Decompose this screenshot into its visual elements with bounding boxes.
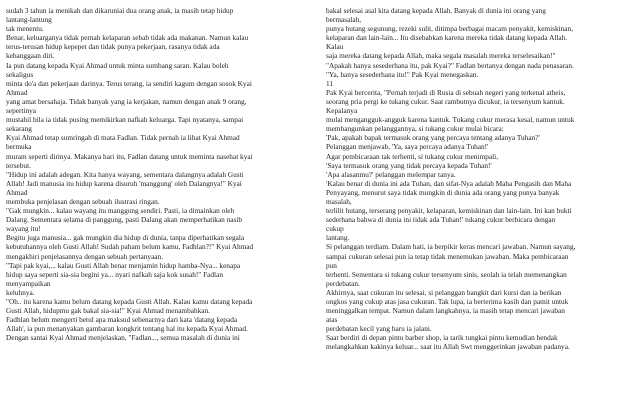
text-line: Kalau xyxy=(326,42,344,52)
text-line: Penyayang, menurut saya tidak mungkin di dunia ada orang yang punya banyak xyxy=(326,187,560,197)
text-line: mulai mengangguk-angguk karena kantuk. Tukang cukur merasa kesal, namun untuk xyxy=(326,115,575,125)
text-line: Dalang. Sementara selama di panggung, pasti Dalang akan memperhatikan nasib xyxy=(6,215,243,225)
text-line: "Gak mungkin... kalau wayang itu manggung sendiri. Pasti, ia dimainkan oleh xyxy=(6,206,235,216)
text-line: bakal selesai asal kita datang kepada Allah. Banyak di dunia ini orang yang xyxy=(326,6,546,15)
left-text-column xyxy=(6,6,311,342)
text-line: Fadhlan belum mengerti betul apa maksud sebenarnya dari kata 'datang kepada xyxy=(6,315,238,325)
text-line: kebutuhannya oleh Gusti Allah! Sudah paham belum kamu, Fadhlan?!" Kyai Ahmad xyxy=(6,242,254,252)
text-line: sederhana bahwa di dunia ini tidak ada Tuhan!' tukang cukur berbicara dengan xyxy=(326,215,556,225)
text-line: membuka penjelasan dengan sebuah ilustrasi ringan. xyxy=(6,196,160,206)
text-line: terus-terusan hidup kepepet dan tidak punya pekerjaan, rasanya tidak ada xyxy=(6,42,220,52)
text-line: masalah, xyxy=(326,196,352,206)
text-line: perdebatan kecil yang baru ia jalani. xyxy=(326,324,432,334)
right-text-column xyxy=(326,6,632,352)
text-line: lantang-lantung xyxy=(6,15,52,25)
text-line: perdebatan. xyxy=(326,278,360,288)
text-line: kebanggaan diri. xyxy=(6,51,55,61)
text-line: meninggalkan tempat. Namun dalam langkahnya, ia masih tetap mencari jawaban xyxy=(326,306,565,316)
text-line: kelaparan dan lain-lain... Itu disebabkan karena mereka tidak datang kepada Allah. xyxy=(326,33,568,43)
text-line: Kyai Ahmad tetap sumringah di mata Fadlan. Tidak pernah ia lihat Kyai Ahmad xyxy=(6,133,240,143)
text-line: Agar pembicaraan tak terhenti, si tukang cukur menimpali, xyxy=(326,151,499,161)
text-line: 'Apa alasanmu?' pelanggan melempar tanya. xyxy=(326,169,456,179)
text-line: Ia pun datang kepada Kyai Ahmad untuk minta sumbang saran. Kalau boleh xyxy=(6,60,229,70)
text-line: 'Pak, apakah bapak termasuk orang yang percaya tentang adanya Tuhan?' xyxy=(326,133,540,143)
text-line: Benar, keluarganya tidak pernah kelaparan sebab tidak ada makanan. Namun kalau xyxy=(6,33,249,43)
text-line: yang amat bersahaja. Tidak banyak yang ia kerjakan, namun dengan anak 9 orang, xyxy=(6,96,247,106)
text-line: bermuka xyxy=(6,142,32,152)
text-line: sudah 3 tahun ia menikah dan dikaruniai dua orang anak, ia masih tetap hidup xyxy=(6,6,234,15)
text-line: melangkahkan kakinya keluar... saat itu Allah Swt menggerinkan jawaban padanya. xyxy=(326,342,570,352)
text-line: tak menentu. xyxy=(6,24,44,34)
text-line: minta do'a dan pekerjaan darinya. Terus terang, ia sendiri kagum dengan sosok Kyai xyxy=(6,78,252,88)
text-line: Ahmad xyxy=(6,87,28,97)
text-line: punya hutang segunung, rezeki sulit, ditimpa berbagai macam penyakit, kemiskinan, xyxy=(326,24,574,34)
text-line: seorang pria pergi ke tukang cukur. Saat rambutnya dicukur, ia tersenyum kantuk. xyxy=(326,96,565,106)
text-line: sekarang xyxy=(6,124,32,134)
text-line: menyampaikan xyxy=(6,278,51,288)
text-line: Si pelanggan terdiam. Dalam hati, ia berpikir keras mencari jawaban. Namun sayang, xyxy=(326,242,576,252)
text-line: sampai cukuran selesai pun ia tetap tidak menemukan jawaban. Maka pembicaraan xyxy=(326,251,569,261)
text-line: mustahil bila ia tidak pusing memikirkan nafkah keluarga. Tapi nyatanya, sampai xyxy=(6,115,244,125)
text-line: muram seperti dirinya. Makanya hari itu, Fadlan datang untuk meminta nasehat kyai xyxy=(6,151,253,161)
text-line: saja mereka datang kepada Allah, maka segala masalah mereka terselesaikan!" xyxy=(326,51,556,61)
text-line: tersebut. xyxy=(6,160,31,170)
text-line: terhenti. Sementara si tukang cukur tersenyum sinis, seolah ia telah memenangkan xyxy=(326,269,567,279)
text-line: bermasalah, xyxy=(326,15,362,25)
text-line: Kepalanya xyxy=(326,106,358,116)
text-line: keluhnya. xyxy=(6,287,35,297)
text-line: Begitu juga manusia... gak mungkin dia hidup di dunia, tanpa diperhatikan segala xyxy=(6,233,245,243)
text-line: "Ya, hanya sesederhana itu!" Pak Kyai menegaskan. xyxy=(326,69,479,79)
text-line: 'Saya termasuk orang yang tidak percaya kepada Tuhan!' xyxy=(326,160,492,170)
text-line: Pelanggan menjawab, 'Ya, saya percaya adanya Tuhan!' xyxy=(326,142,489,152)
text-line: Allah', ia pun menanyakan gambaran kongkrit tentang hal itu kepada Kyai Ahmad. xyxy=(6,324,248,334)
text-line: ongkos yang cukup atas jasa cukuran. Tak lupa, ia berterima kasih dan pamit untuk xyxy=(326,297,569,306)
text-line: cukup xyxy=(326,224,344,234)
text-line: "Oh.. itu karena kamu belum datang kepada Gusti Allah. Kalau kamu datang kepada xyxy=(6,297,253,306)
text-line: Saat berdiri di depan pintu barber shop, ia tarik tungkai pintu kemudian hendak xyxy=(326,333,558,343)
text-line: pun xyxy=(326,260,337,270)
text-line: membangunkan pelanggannya, si tukang cukur mulai bicara: xyxy=(326,124,504,134)
text-line: Allah! Jadi manusia itu hidup karena disuruh 'manggung' oleh Dalangnya!" Kyai xyxy=(6,178,242,188)
text-line: sekaligus xyxy=(6,69,34,79)
text-line: 'Kalau benar di dunia ini ada Tuhan, dan sifat-Nya adalah Maha Pengasih dan Maha xyxy=(326,178,572,188)
text-line: Dengan santai Kyai Ahmad menjelaskan, "Fadlan..., semua masalah di dunia ini xyxy=(6,333,240,343)
text-line: atas xyxy=(326,315,338,325)
text-line: Akhirnya, saat cukuran itu selesai, si pelanggan bangkit dari kursi dan ia berikan xyxy=(326,287,562,297)
text-line: terlilit hutang, terserang penyakit, kelaparan, kemiskinan dan lain-lain. Ini kan bukti xyxy=(326,206,572,216)
text-line: Ahmad xyxy=(6,187,28,197)
text-line: sepertinya xyxy=(6,106,36,116)
text-line: wayang itu! xyxy=(6,224,41,234)
text-line: lantang. xyxy=(326,233,350,243)
text-line: Pak Kyai bercerita, "Pernah terjadi di Rusia di sebuah negeri yang terkenal atheis, xyxy=(326,87,566,97)
text-line: 11 xyxy=(326,78,334,88)
text-line: hidup saya seperti sia-sia begini ya... nyari nafkah saja kok susah!" Fadlan xyxy=(6,269,223,279)
text-line: mengakhiri penjelasannya dengan sebuah pertanyaan. xyxy=(6,251,164,261)
text-line: Gusti Allah, hidupmu gak bakal sia-sia!" Kyai Ahmad menambahkan. xyxy=(6,306,211,316)
text-line: "Tapi pak kyai,... kalau Gusti Allah benar menjamin hidup hamba-Nya... kenapa xyxy=(6,260,241,270)
text-line: "Apakah hanya sesederhana itu, pak Kyai?" Fadlan bertanya dengan nada penasaran. xyxy=(326,60,574,70)
text-line: "Hidup ini adalah adegan. Kita hanya wayang, sementara dalangnya adalah Gusti xyxy=(6,169,244,179)
